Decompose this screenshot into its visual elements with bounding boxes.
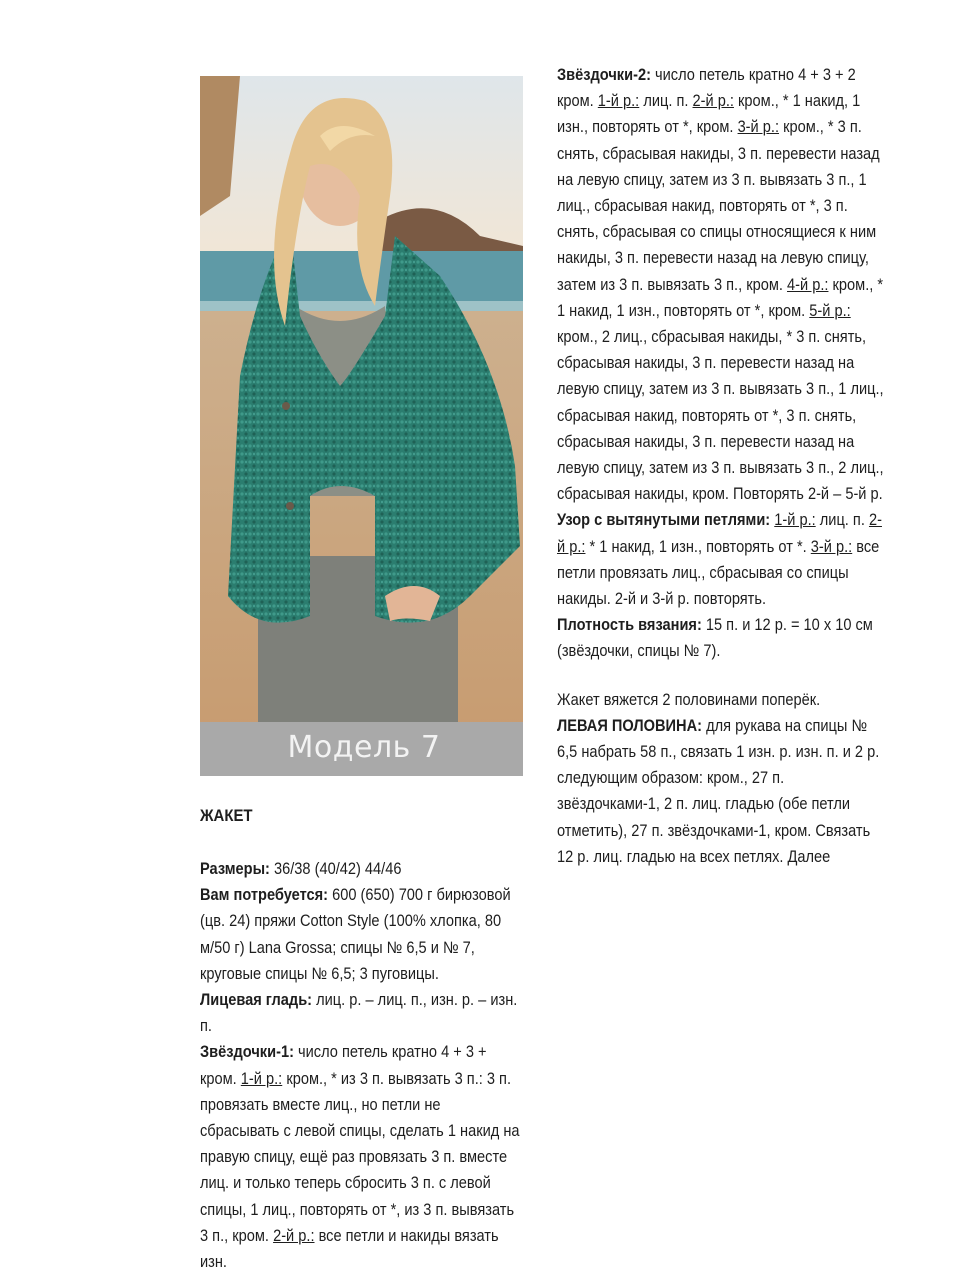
- left-half-paragraph: ЛЕВАЯ ПОЛОВИНА: для рукава на спицы № 6,5 набрать 58 п., связать 1 изн. р. изн. п. и 2 р. следующим образом: кром., 27 п. звёздочками-1, 2 п. лиц. гладью (обе петли отметить), 27 п. звёздочками-1, кром. Связать 12 р. лиц. гладью на всех петлях. Далее: [557, 715, 880, 866]
- stars2-paragraph: Звёздочки-2: число петель кратно 4 + 3 + 2 кром. 1-й р.: лиц. п. 2-й р.: кром., * 1 накид, 1 изн., повторять от *, кром. 3-й р.: кром., * 3 п. снять, сбрасывая накиды, 3 п. перевести назад на левую спицу, затем из 3 п. вывязать 3 п., 1 лиц., сбрасывая накид, повторять от *, 3 п. снять, сбрасывая со спицы относящиеся к ним накиды, 3 п. перевести назад на левую спицу, затем из 3 п. вывязать 3 п., кром. 4-й р.: кром., * 1 накид, 1 изн., повторять от *, кром. 5-й р.: кром., 2 лиц., сбрасывая накиды, * 3 п. снять, сбрасывая накиды, 3 п. перевести назад на левую спицу, затем из 3 п. вывязать 3 п., 1 лиц., сбрасывая накид, повторять от *, 3 п. снять, сбрасывая накиды, 3 п. перевести назад на левую спицу, затем из 3 п. вывязать 3 п., 2 лиц., сбрасывая накиды, кром. Повторять 2-й – 5-й р.: [557, 65, 884, 504]
- materials-paragraph: Вам потребуется: 600 (650) 700 г бирюзовой (цв. 24) пряжи Cotton Style (100% хлопка, 80 м/50 г) Lana Grossa; спицы № 6,5 и № 7, круговые спицы № 6,5; 3 пуговицы.: [200, 885, 511, 983]
- elongated-paragraph: Узор с вытянутыми петлями: 1-й р.: лиц. п. 2-й р.: * 1 накид, 1 изн., повторять от *. 3-й р.: все петли провязать лиц., сбрасывая со спицы накиды. 2-й и 3-й р. повторять.: [557, 510, 882, 609]
- model-illustration: [200, 76, 523, 776]
- paragraph-gap: [557, 665, 885, 687]
- intro-paragraph: Жакет вяжется 2 половинами поперёк.: [557, 689, 821, 709]
- model-caption: Модель 7: [287, 730, 441, 765]
- right-column: [557, 62, 885, 870]
- stockinette-paragraph: Лицевая гладь: лиц. р. – лиц. п., изн. р. – изн. п.: [200, 990, 518, 1036]
- pattern-title: ЖАКЕТ: [200, 806, 253, 825]
- stars1-text-continued: кром., * из 3 п. вывязать 3 п.: 3 п. провязать вместе лиц., но петли не сбрасывать с левой спицы, сделать 1 накид на правую спицу, ещё раз провязать 3 п. вместе лиц. и только теперь сбросить 3 п. с левой спицы, 1 лиц., повторять от *, из 3 п. вывязать 3 п., кром.: [200, 1068, 520, 1245]
- stars1-paragraph: Звёздочки-1: число петель кратно 4 + 3 + кром. 1-й р.: кром., * из 3 п. вывязать 3 п.: 3 п. провязать вместе лиц., но петли не сбрасывать с левой спицы, сделать 1 накид на правую спицу, ещё раз провязать 3 п. вместе лиц. и только теперь сбросить 3 п. с левой спицы, 1 лиц., повторять от *, из 3 п. вывязать 3 п., кром. 2-й р.: все петли и накиды вязать изн.: [200, 1042, 520, 1272]
- sizes-paragraph: Размеры: 36/38 (40/42) 44/46: [200, 859, 402, 878]
- density-paragraph: Плотность вязания: 15 п. и 12 р. = 10 х 10 см (звёздочки, спицы № 7).: [557, 615, 873, 661]
- model-photo: [200, 76, 523, 776]
- left-column: [200, 856, 524, 1275]
